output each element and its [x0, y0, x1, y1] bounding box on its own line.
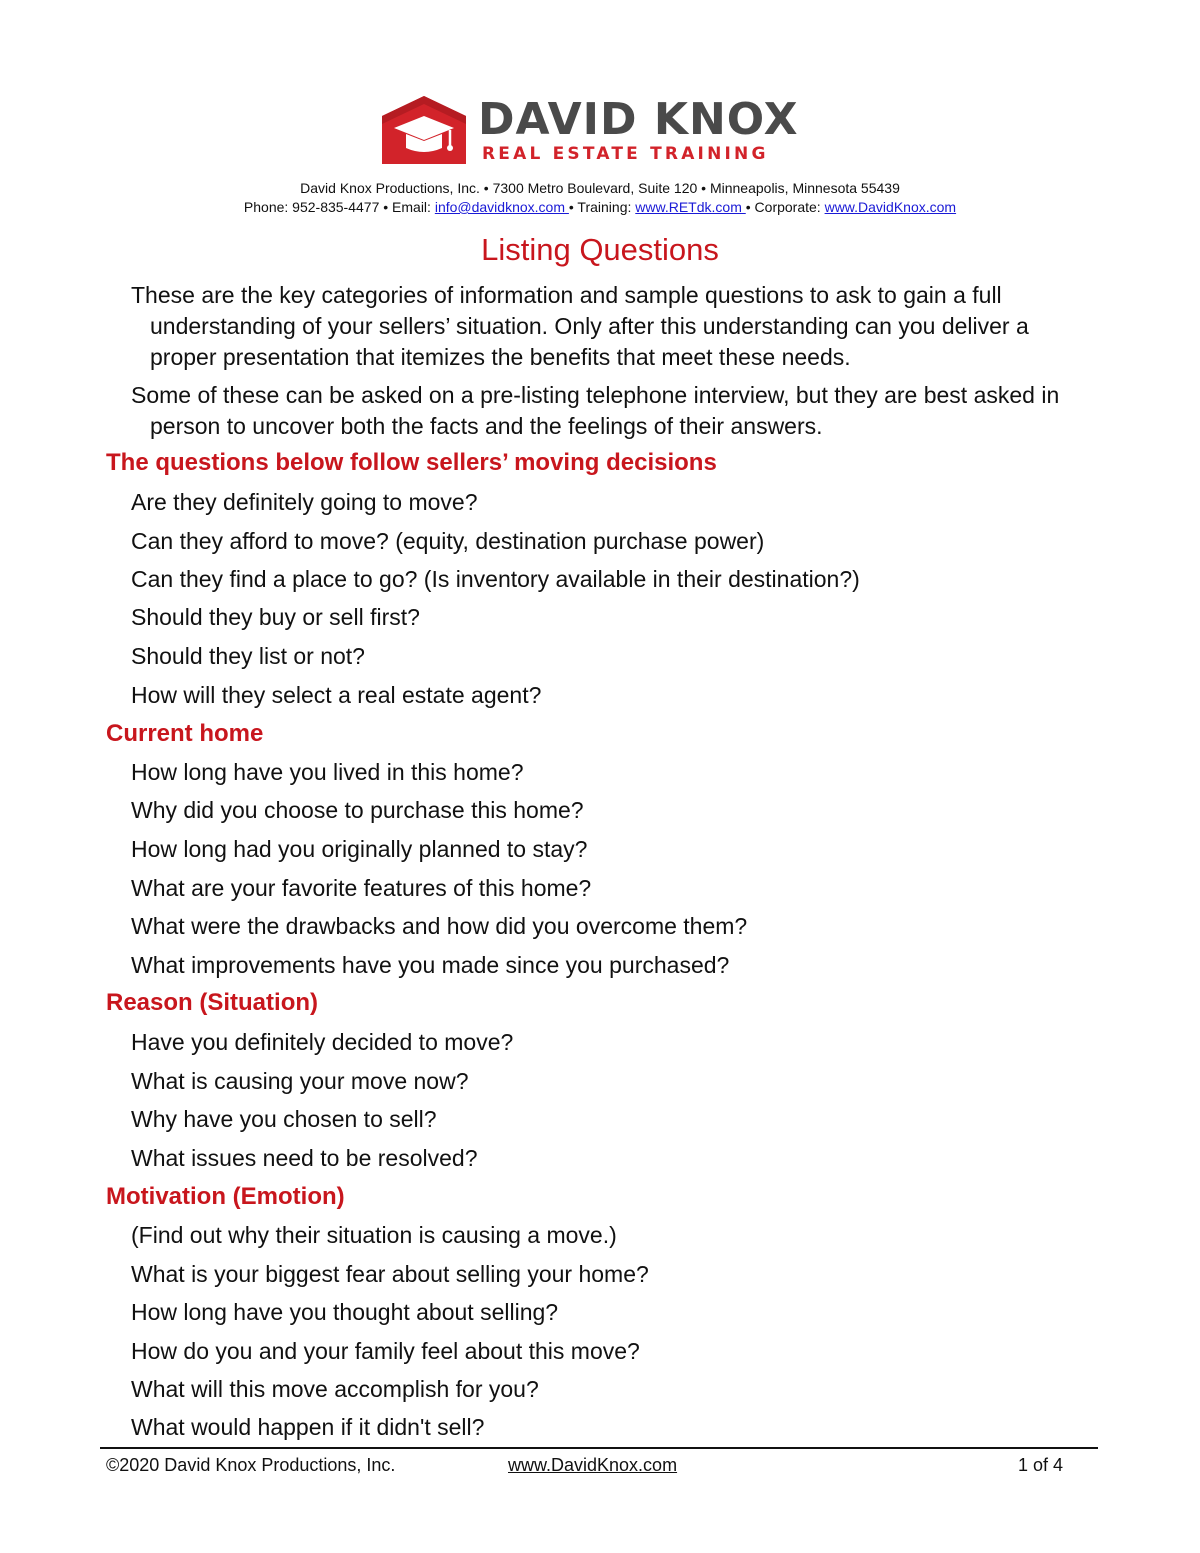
question-item: (Find out why their situation is causing a move.): [131, 1222, 617, 1248]
question-item: What will this move accomplish for you?: [131, 1376, 539, 1402]
question-item: How will they select a real estate agent?: [131, 682, 542, 708]
question-item: What improvements have you made since you purchased?: [131, 952, 730, 978]
page-title: Listing Questions: [481, 232, 719, 267]
corporate-link[interactable]: www.DavidKnox.com: [824, 199, 957, 215]
question-item: Should they list or not?: [131, 643, 365, 669]
corporate-label: • Corporate:: [745, 199, 825, 215]
question-item: What is causing your move now?: [131, 1068, 469, 1094]
section-heading-current-home: Current home: [106, 720, 264, 747]
training-link[interactable]: www.RETdk.com: [635, 199, 746, 215]
question-item: Have you definitely decided to move?: [131, 1029, 514, 1055]
phone-email-label: Phone: 952-835-4477 • Email:: [243, 199, 435, 215]
brand-tagline: REAL ESTATE TRAINING: [482, 144, 769, 164]
question-item: Should they buy or sell first?: [131, 604, 420, 630]
question-item: What are your favorite features of this home?: [131, 875, 592, 901]
brand-name: DAVID KNOX: [478, 94, 799, 145]
question-item: How do you and your family feel about this move?: [131, 1338, 640, 1364]
page-number: 1 of 4: [1018, 1455, 1064, 1475]
section-heading-reason: Reason (Situation): [106, 989, 319, 1016]
email-link[interactable]: info@davidknox.com: [434, 199, 569, 215]
footer-divider: [100, 1447, 1098, 1449]
question-item: Are they definitely going to move?: [131, 489, 478, 515]
footer-website-link[interactable]: www.DavidKnox.com: [508, 1455, 678, 1475]
footer-copyright: ©2020 David Knox Productions, Inc.: [106, 1455, 396, 1475]
intro-paragraph: These are the key categories of information and sample questions to ask to gain a full understanding of your sellers’ situation. Only after this understanding can you deliver a proper presentation that itemizes the benefits that meet these needs.: [131, 282, 1029, 370]
graduation-cap-house-icon: [380, 94, 468, 166]
brand-logo: [380, 94, 820, 170]
question-item: Can they find a place to go? (Is inventory available in their destination?): [131, 566, 860, 592]
section-heading-moving-decisions: The questions below follow sellers’ moving decisions: [106, 449, 717, 476]
question-item: What were the drawbacks and how did you overcome them?: [131, 913, 748, 939]
intro-paragraph: Some of these can be asked on a pre-listing telephone interview, but they are best asked in person to uncover both the facts and the feelings of their answers.: [131, 382, 1060, 439]
question-item: Why did you choose to purchase this home?: [131, 797, 584, 823]
contact-address: David Knox Productions, Inc. • 7300 Metro Boulevard, Suite 120 • Minneapolis, Minnesota 55439: [300, 180, 900, 196]
question-item: What would happen if it didn't sell?: [131, 1414, 485, 1440]
question-item: Why have you chosen to sell?: [131, 1106, 437, 1132]
question-item: Can they afford to move? (equity, destination purchase power): [131, 528, 765, 554]
training-label: • Training:: [568, 199, 636, 215]
question-item: How long have you thought about selling?: [131, 1299, 559, 1325]
question-item: What is your biggest fear about selling your home?: [131, 1261, 649, 1287]
section-heading-motivation: Motivation (Emotion): [106, 1183, 345, 1210]
question-item: How long have you lived in this home?: [131, 759, 524, 785]
question-item: What issues need to be resolved?: [131, 1145, 478, 1171]
contact-links: [0, 198, 1200, 216]
question-item: How long had you originally planned to stay?: [131, 836, 588, 862]
